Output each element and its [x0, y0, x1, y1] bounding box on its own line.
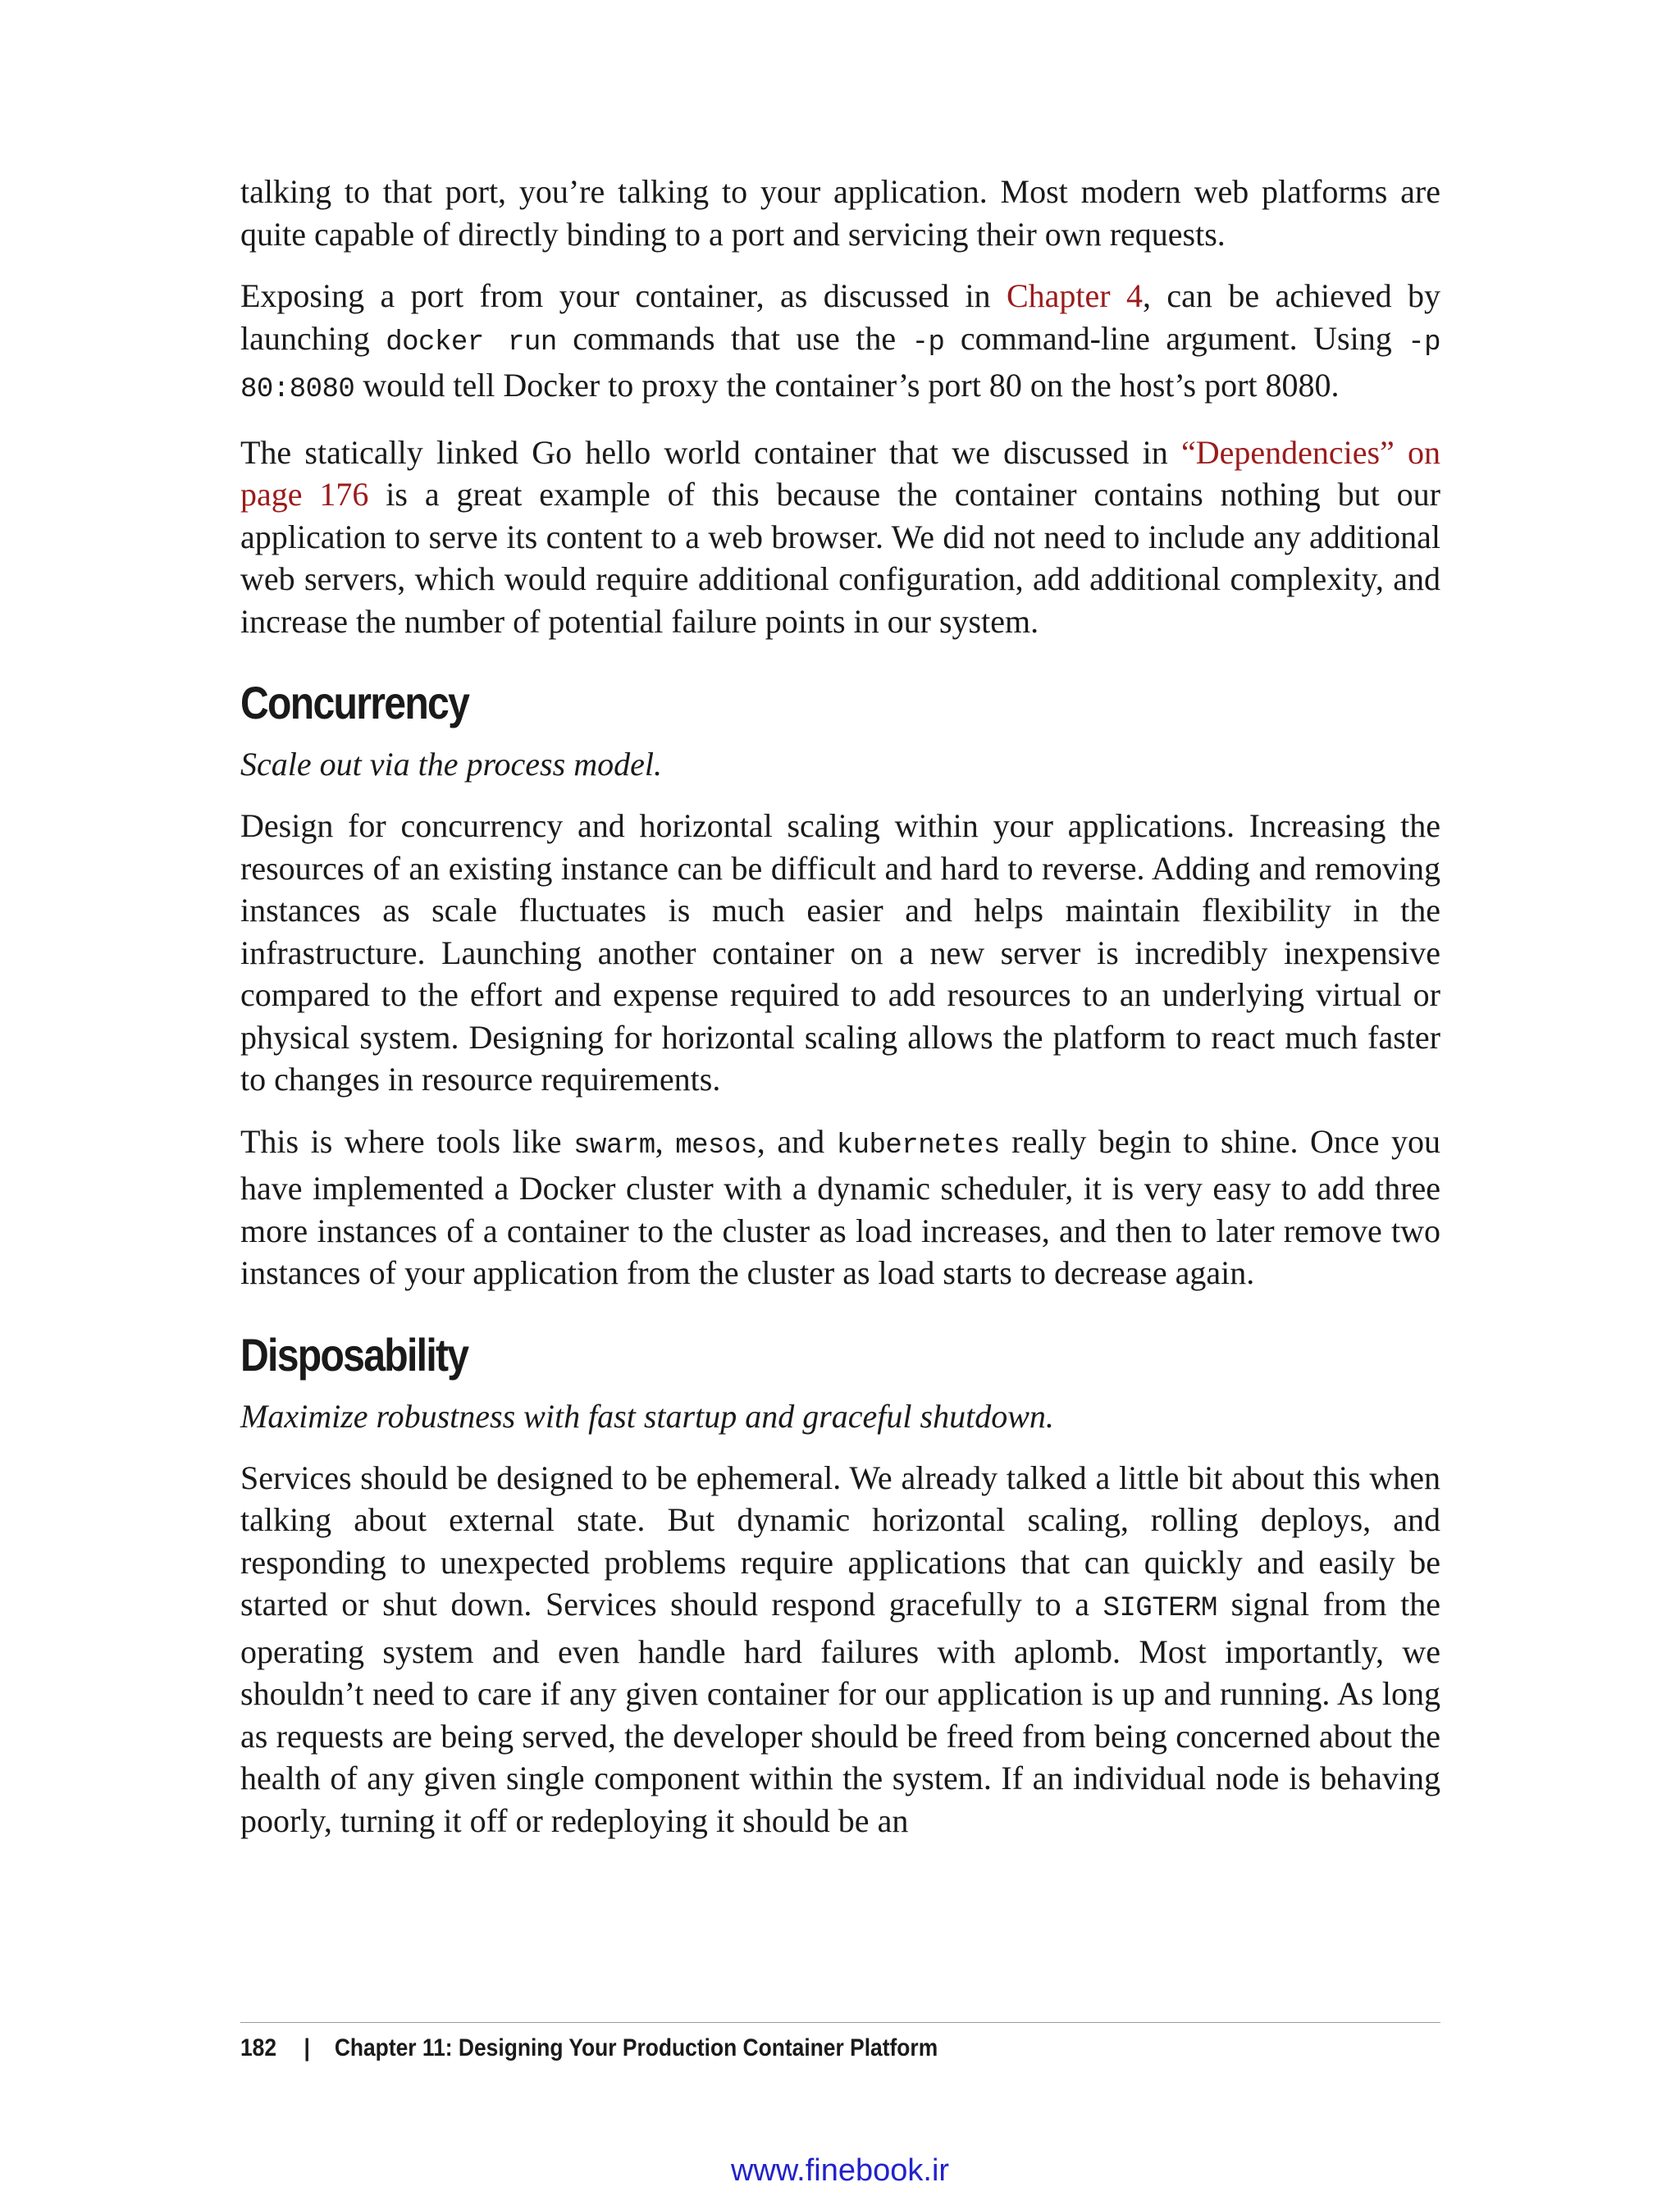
chapter-4-link[interactable]: Chapter 4	[1006, 277, 1143, 314]
code-sigterm: SIGTERM	[1102, 1593, 1217, 1624]
heading-disposability: Disposability	[240, 1328, 468, 1381]
dependencies-link[interactable]: “Dependencies” on page 176	[240, 433, 1440, 513]
page-footer	[240, 2034, 938, 2062]
paragraph-concurrency-tools: This is where tools like swarm, mesos, and kubernetes really begin to shine. Once you have implemented a Docker cluster with a dynamic scheduler, it is very easy to add three more instances of a container to the cluster as load increases, and then to later remove two instances of your application from the cluster as load starts to decrease again.	[240, 1122, 1441, 1291]
paragraph-concurrency-design: Design for concurrency and horizontal scaling within your applications. Increasing the resources of an existing instance can be difficult and hard to reverse. Adding and removing instances as scale fluctuates is much easier and helps maintain flexibility in the infrastructure. Launching another container on a new server is incredibly inexpensive compared to the effort and expense required to add resources to an underlying virtual or physical system. Designing for horizontal scaling allows the platform to react much faster to changes in resource requirements.	[240, 807, 1440, 1098]
paragraph-go-hello-world: The statically linked Go hello world container that we discussed in “Dependencies” on page 176 is a great example of this because the container contains nothing but our application to serve its content to a web browser. We did not need to include any additional web servers, which would require additional configuration, add additional complexity, and increase the number of potential failure points in our system.	[240, 433, 1440, 640]
heading-concurrency: Concurrency	[240, 677, 469, 728]
epigraph-concurrency: Scale out via the process model.	[240, 746, 662, 783]
footer-divider	[240, 2022, 1440, 2023]
watermark-url: www.finebook.ir	[730, 2153, 950, 2188]
footer-separator: |	[304, 2034, 310, 2061]
page-content	[240, 171, 1440, 1861]
running-chapter-title: Chapter 11: Designing Your Production Container Platform	[334, 2034, 938, 2061]
paragraph-exposing-port: Exposing a port from your container, as discussed in Chapter 4, can be achieved by launching docker run commands that use the -p command-line argument. Using -p 80:8080 would tell Docker to proxy the container’s port 80 on the host’s port 8080.	[240, 277, 1441, 405]
code-mesos: mesos	[675, 1130, 757, 1162]
page-number: 182	[240, 2034, 277, 2061]
code-p-80-8080: -p 80:8080	[240, 326, 1441, 405]
code-kubernetes: kubernetes	[836, 1130, 1000, 1162]
paragraph-disposability-services: Services should be designed to be ephemeral. We already talked a little bit about this when talking about external state. But dynamic horizontal scaling, rolling deploys, and responding to unexpected problems require applications that can quickly and easily be started or shut down. Services should respond gracefully to a SIGTERM signal from the operating system and even handle hard failures with aplomb. Most importantly, we shouldn’t need to care if any given container for our application is up and running. As long as requests are being served, the developer should be freed from being concerned about the health of any given single component within the system. If an individual node is behaving poorly, turning it off or redeploying it should be an	[240, 1459, 1440, 1839]
code-p-flag: -p	[911, 326, 945, 358]
code-docker-run: docker run	[386, 326, 557, 358]
paragraph-port-binding: talking to that port, you’re talking to your application. Most modern web platforms are quite capable of directly binding to a port and servicing their own requests.	[240, 173, 1440, 253]
epigraph-disposability: Maximize robustness with fast startup and graceful shutdown.	[240, 1397, 1054, 1435]
code-swarm: swarm	[573, 1130, 655, 1162]
